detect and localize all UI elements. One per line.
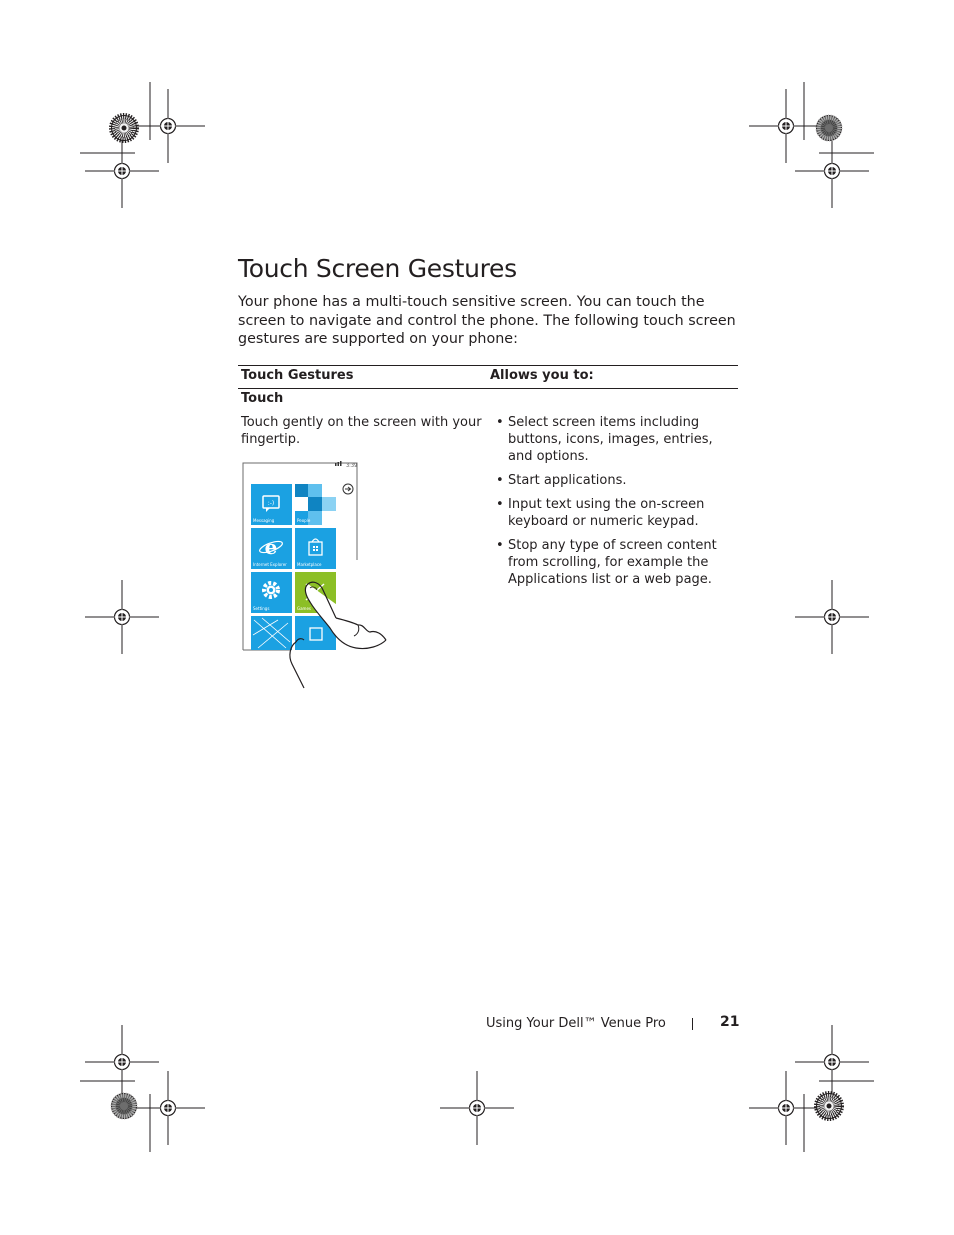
tile-label: Games — [297, 606, 311, 611]
tile-label: Messaging — [253, 518, 275, 523]
tile-label: People — [297, 518, 311, 523]
page-number: 21 — [720, 1014, 740, 1030]
signal-icon — [335, 461, 342, 466]
table-header-rule — [238, 388, 738, 389]
list-item: • Stop any type of screen content from scrolling, for example the Applications list or a web page. — [496, 537, 741, 588]
table-top-rule — [238, 365, 738, 366]
arrow-right-icon — [343, 484, 353, 494]
tile-label: Marketplace — [297, 562, 322, 567]
list-item: • Select screen items including buttons, icons, images, entries, and options. — [496, 414, 741, 465]
gesture-actions-list — [496, 414, 741, 595]
phone-touch-illustration — [240, 460, 400, 692]
list-item: • Input text using the on-screen keyboard or numeric keypad. — [496, 496, 741, 530]
gesture-name: Touch — [241, 391, 284, 406]
tile-label: Settings — [253, 606, 270, 611]
footer-separator — [692, 1018, 693, 1030]
list-item: • Start applications. — [496, 472, 741, 489]
table-header-gestures: Touch Gestures — [241, 368, 354, 383]
tile-label: Internet Explorer — [253, 562, 287, 567]
gesture-description: Touch gently on the screen with your fingertip. — [241, 415, 482, 447]
svg-text::-): :-) — [267, 500, 275, 507]
table-header-allows: Allows you to: — [490, 368, 594, 383]
status-time: 3:39 — [346, 463, 358, 469]
tile-maps — [251, 616, 292, 650]
page-title: Touch Screen Gestures — [238, 254, 517, 283]
intro-paragraph: Your phone has a multi-touch sensitive screen. You can touch the screen to navigate and control the phone. The following touch screen gestures are supported on your phone: — [238, 294, 736, 348]
svg-text:e: e — [264, 535, 278, 559]
footer-text: Using Your Dell™ Venue Pro — [486, 1016, 666, 1031]
